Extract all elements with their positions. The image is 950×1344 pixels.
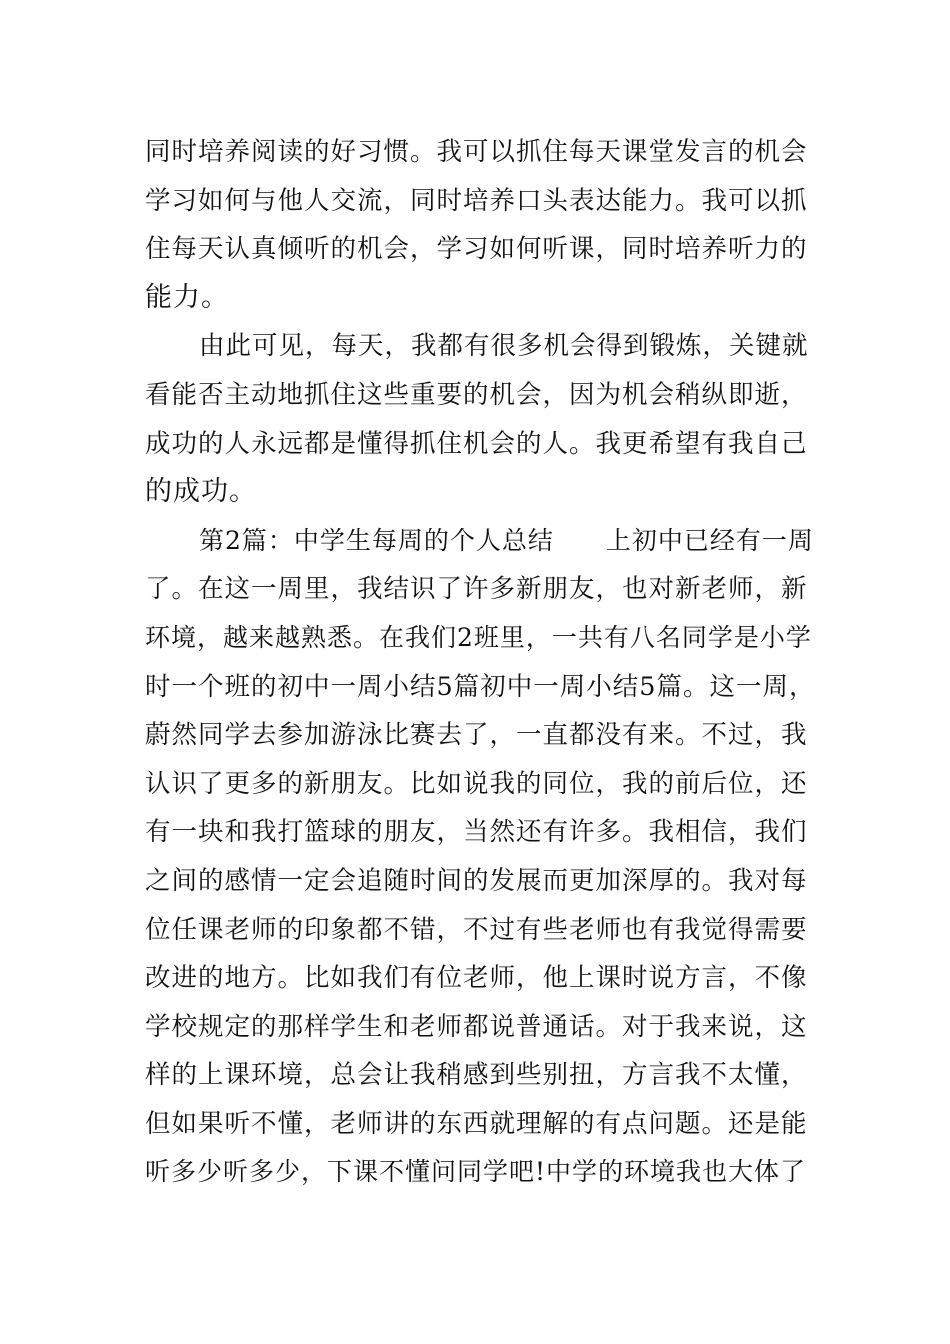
text-line: 蔚然同学去参加游泳比赛去了，一直都没有来。不过，我 <box>145 720 808 751</box>
text-line: 认识了更多的新朋友。比如说我的同位，我的前后位，还 <box>145 768 808 799</box>
text-line: 住每天认真倾听的机会，学习如何听课，同时培养听力的 <box>145 234 808 265</box>
text-line: 样的上课环境，总会让我稍感到些别扭，方言我不太懂， <box>145 1060 808 1091</box>
text-line: 了。在这一周里，我结识了许多新朋友，也对新老师，新 <box>145 574 808 605</box>
text-line: 学校规定的那样学生和老师都说普通话。对于我来说，这 <box>145 1011 808 1042</box>
text-line: 同时培养阅读的好习惯。我可以抓住每天课堂发言的机会 <box>145 137 808 167</box>
text-line: 时一个班的初中一周小结5篇初中一周小结5篇。这一周， <box>145 671 816 702</box>
section-heading-line: 第2篇：中学生每周的个人总结 上初中已经有一周 <box>199 525 814 555</box>
text-line: 改进的地方。比如我们有位老师，他上课时说方言，不像 <box>145 963 808 994</box>
document-body <box>145 128 815 1197</box>
text-line: 成功的人永远都是懂得抓住机会的人。我更希望有我自己 <box>145 428 808 459</box>
text-line: 能力。 <box>145 281 229 313</box>
text-line: 学习如何与他人交流，同时培养口头表达能力。我可以抓 <box>145 185 808 216</box>
text-line: 有一块和我打篮球的朋友，当然还有许多。我相信，我们 <box>145 817 808 848</box>
text-line: 听多少听多少，下课不懂问同学吧!中学的环境我也大体了 <box>145 1157 807 1187</box>
text-line: 环境，越来越熟悉。在我们2班里，一共有八名同学是小学 <box>145 622 812 652</box>
text-line: 但如果听不懂，老师讲的东西就理解的有点问题。还是能 <box>145 1108 808 1139</box>
text-line: 位任课老师的印象都不错，不过有些老师也有我觉得需要 <box>145 914 808 945</box>
paragraph-first-line: 由此可见，每天，我都有很多机会得到锻炼，关键就 <box>199 331 809 362</box>
text-line: 的成功。 <box>145 476 257 508</box>
text-line: 之间的感情一定会追随时间的发展而更加深厚的。我对每 <box>145 865 808 896</box>
text-line: 看能否主动地抓住这些重要的机会，因为机会稍纵即逝， <box>145 379 808 410</box>
